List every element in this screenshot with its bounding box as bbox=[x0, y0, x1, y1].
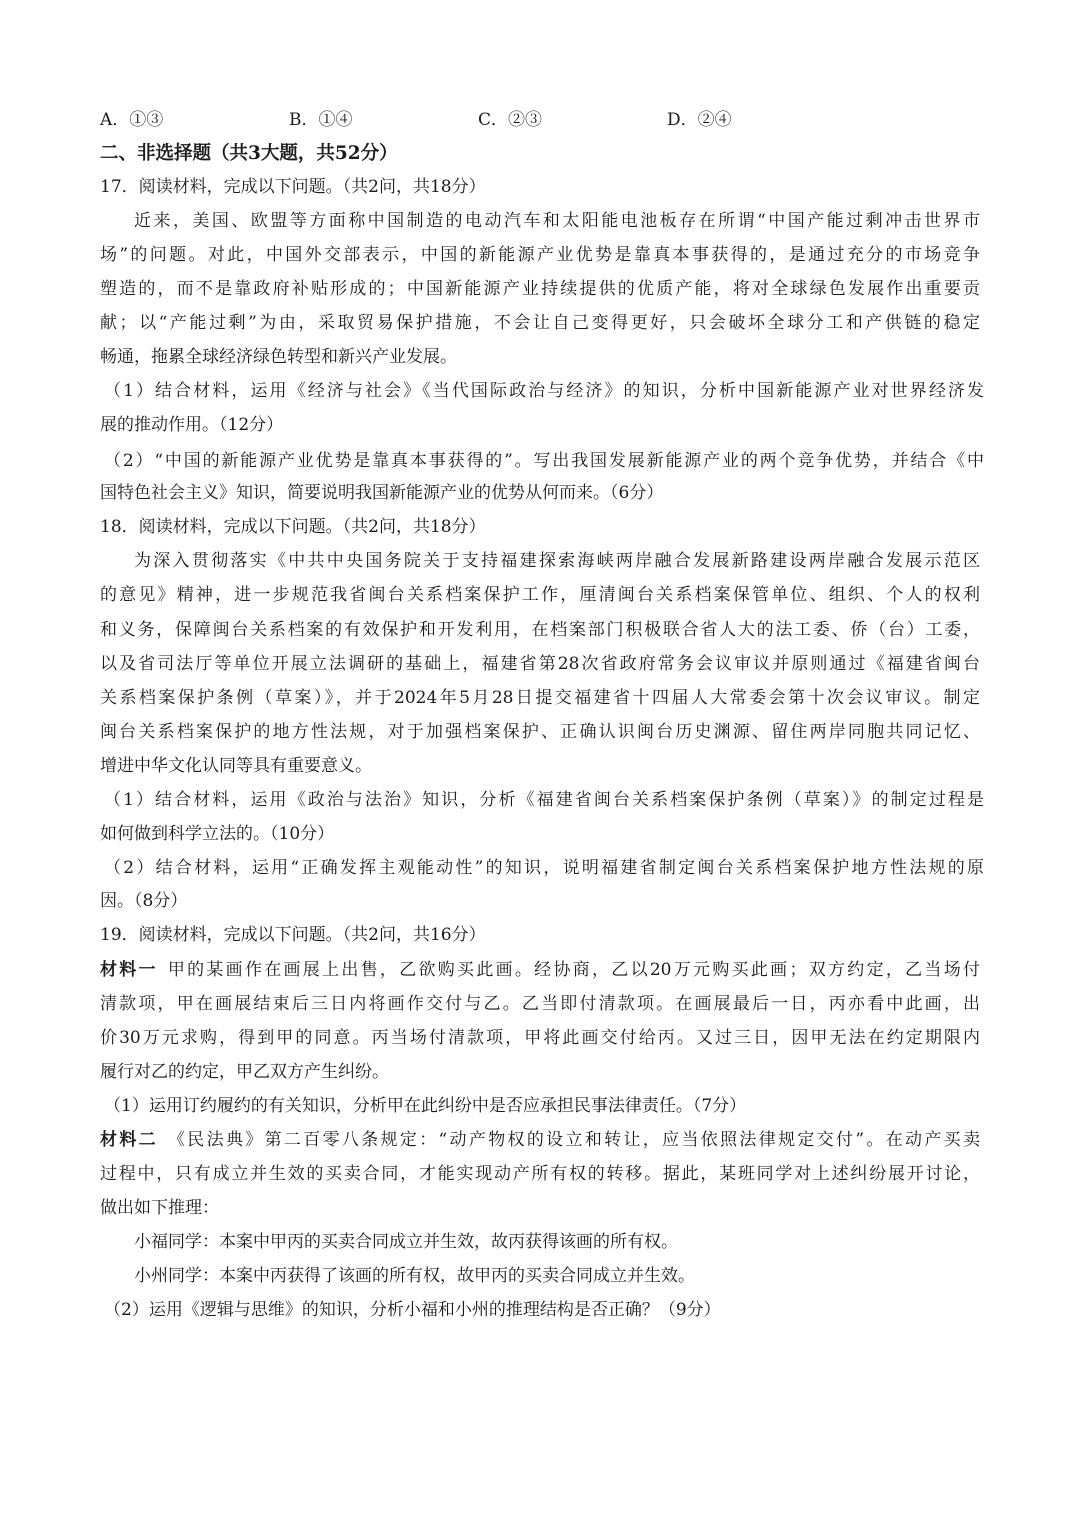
option-c bbox=[478, 108, 542, 132]
q17-sub2-cont: 国特色社会主义》知识，简要说明我国新能源产业的优势从何而来。（6分） bbox=[100, 483, 664, 503]
q19-reasoning-xiaofu: 小福同学：本案中甲丙的买卖合同成立并生效，故丙获得该画的所有权。 bbox=[134, 1232, 678, 1252]
q17-material-line: 畅通，拖累全球经济绿色转型和新兴产业发展。 bbox=[100, 347, 457, 367]
q17-sub1-cont: 展的推动作用。（12分） bbox=[100, 415, 284, 435]
q19-material1-line: 履行对乙的约定，甲乙双方产生纠纷。 bbox=[100, 1062, 389, 1082]
q17-material-line: 献；以“产能过剩”为由，采取贸易保护措施，不会让自己变得更好，只会破坏全球分工和产供链的稳定 bbox=[100, 313, 980, 333]
q19-material2-first bbox=[100, 1128, 980, 1152]
material-text: 甲的某画作在画展上出售，乙欲购买此画。经协商，乙以20万元购买此画；双方约定，乙当场付 bbox=[167, 960, 980, 980]
q18-material-line: 和义务，保障闽台关系档案的有效保护和开发利用，在档案部门积极联合省人大的法工委、侨（台）工委， bbox=[100, 620, 980, 640]
q19-material1-line: 价30万元求购，得到甲的同意。丙当场付清款项，甲将此画交付给丙。又过三日，因甲无法在约定期限内 bbox=[100, 1028, 980, 1048]
q18-stem: 18．阅读材料，完成以下问题。（共2问，共18分） bbox=[100, 517, 486, 537]
q19-sub2: （2）运用《逻辑与思维》的知识，分析小福和小州的推理结构是否正确？（9分） bbox=[104, 1300, 721, 1320]
option-letter: A． bbox=[100, 110, 130, 130]
q18-material-line: 闽台关系档案保护的地方性法规，对于加强档案保护、正确认识闽台历史渊源、留住两岸同胞共同记忆、 bbox=[100, 722, 980, 742]
q19-reasoning-xiaozhou: 小州同学：本案中丙获得了该画的所有权，故甲丙的买卖合同成立并生效。 bbox=[134, 1266, 695, 1286]
q17-material-line: 场”的问题。对此，中国外交部表示，中国的新能源产业优势是靠真本事获得的，是通过充分的市场竞争 bbox=[100, 245, 980, 265]
q18-material-line: 增进中华文化认同等具有重要意义。 bbox=[100, 756, 372, 776]
q19-material1-first bbox=[100, 958, 980, 982]
q18-sub1: （1）结合材料，运用《政治与法治》知识，分析《福建省闽台关系档案保护条例（草案）》的制定过程是 bbox=[104, 790, 984, 810]
option-a bbox=[100, 108, 163, 132]
option-text: ①④ bbox=[318, 110, 353, 130]
option-letter: D． bbox=[667, 110, 698, 130]
q18-sub2: （2）结合材料，运用“正确发挥主观能动性”的知识，说明福建省制定闽台关系档案保护地方性法规的原 bbox=[104, 858, 984, 878]
option-text: ①③ bbox=[129, 110, 164, 130]
option-text: ②③ bbox=[508, 110, 543, 130]
section-title: 二、非选择题（共3大题，共52分） bbox=[100, 143, 398, 164]
option-letter: B． bbox=[289, 110, 319, 130]
option-d bbox=[667, 108, 732, 132]
q17-stem: 17．阅读材料，完成以下问题。（共2问，共18分） bbox=[100, 177, 486, 197]
q18-material-line: 的意见》精神，进一步规范我省闽台关系档案保护工作，厘清闽台关系档案保管单位、组织、个人的权利 bbox=[100, 585, 980, 605]
q19-material1-line: 清款项，甲在画展结束后三日内将画作交付与乙。乙当即付清款项。在画展最后一日，丙亦看中此画，出 bbox=[100, 994, 980, 1014]
q19-sub1: （1）运用订约履约的有关知识，分析甲在此纠纷中是否应承担民事法律责任。（7分） bbox=[104, 1096, 747, 1116]
q17-material-line: 塑造的，而不是靠政府补贴形成的；中国新能源产业持续提供的优质产能，将对全球绿色发展作出重要贡 bbox=[100, 279, 980, 299]
q19-material2-line: 过程中，只有成立并生效的买卖合同，才能实现动产所有权的转移。据此，某班同学对上述纠纷展开讨论， bbox=[100, 1164, 980, 1184]
q18-sub2-cont: 因。（8分） bbox=[100, 891, 188, 911]
q17-sub2: （2）“中国的新能源产业优势是靠真本事获得的”。写出我国发展新能源产业的两个竞争优势，并结合《中 bbox=[104, 451, 984, 471]
option-b bbox=[289, 108, 353, 132]
q17-sub1: （1）结合材料，运用《经济与社会》《当代国际政治与经济》的知识，分析中国新能源产业对世界经济发 bbox=[104, 381, 984, 401]
q18-material-line: 关系档案保护条例（草案）》，并于2024年5月28日提交福建省十四届人大常委会第十次会议审议。制定 bbox=[100, 688, 980, 708]
q17-material-line: 近来，美国、欧盟等方面称中国制造的电动汽车和太阳能电池板存在所谓“中国产能过剩冲击世界市 bbox=[134, 211, 980, 231]
option-text: ②④ bbox=[697, 110, 732, 130]
material-text: 《民法典》第二百零八条规定：“动产物权的设立和转让，应当依照法律规定交付”。在动产买卖 bbox=[167, 1130, 980, 1150]
q19-stem: 19．阅读材料，完成以下问题。（共2问，共16分） bbox=[100, 925, 486, 945]
q18-material-line: 为深入贯彻落实《中共中央国务院关于支持福建探索海峡两岸融合发展新路建设两岸融合发展示范区 bbox=[134, 551, 980, 571]
material-label: 材料二 bbox=[100, 1130, 158, 1150]
q18-sub1-cont: 如何做到科学立法的。（10分） bbox=[100, 824, 335, 844]
material-label: 材料一 bbox=[100, 960, 158, 980]
option-letter: C． bbox=[478, 110, 509, 130]
q19-material2-line: 做出如下推理： bbox=[100, 1198, 219, 1218]
q18-material-line: 以及省司法厅等单位开展立法调研的基础上，福建省第28次省政府常务会议审议并原则通过《福建省闽台 bbox=[100, 654, 980, 674]
